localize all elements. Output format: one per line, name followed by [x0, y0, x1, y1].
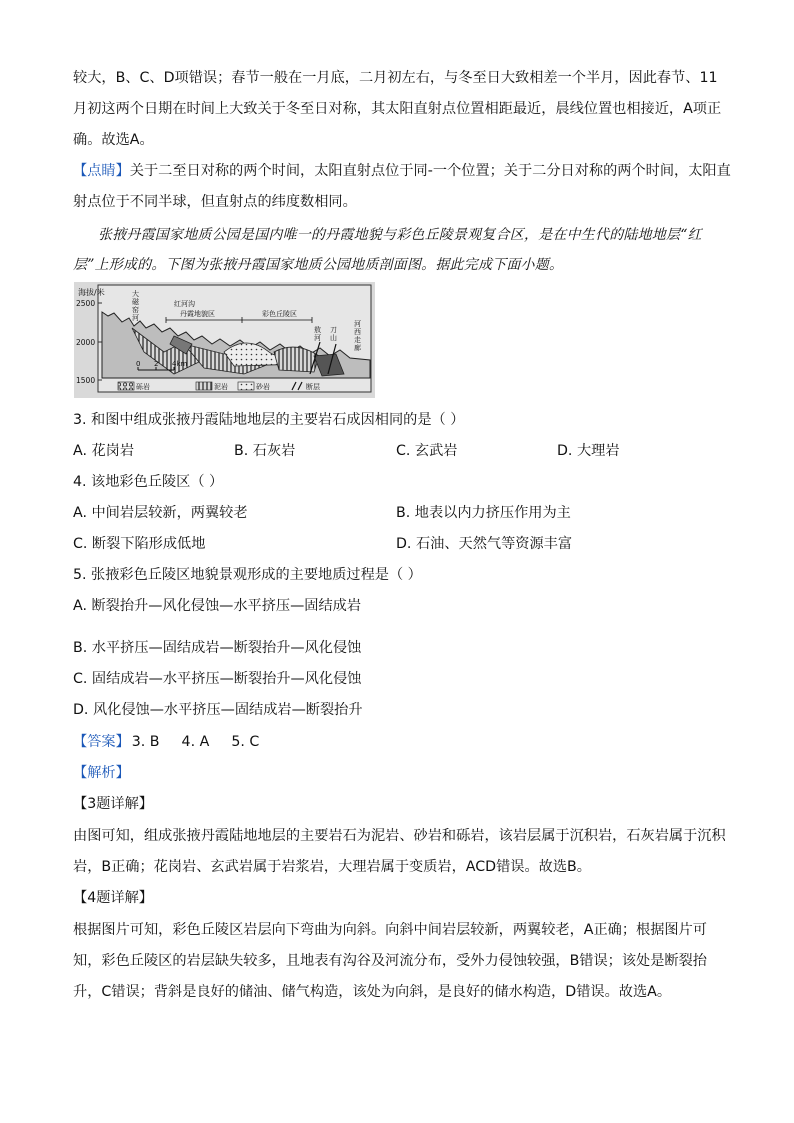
- legend-conglomerate: 砾岩: [136, 383, 150, 391]
- detail-4-tag: 【4题详解】: [73, 890, 153, 906]
- dianjing-text: 关于二至日对称的两个时间，太阳直射点位于同-一个位置；关于二分日对称的两个时间，太阳直: [129, 163, 731, 179]
- ytick-1500: 1500: [76, 376, 96, 385]
- ytick-2000: 2000: [76, 338, 96, 347]
- legend-mudstone: 泥岩: [214, 383, 228, 391]
- q4-option-a: A. 中间岩层较新，两翼较老: [73, 505, 248, 521]
- legend-conglomerate-swatch: [118, 382, 134, 390]
- label-hexizoulang-3: 走: [354, 336, 361, 344]
- legend-sandstone: 砂岩: [256, 383, 270, 391]
- answer-3: 3. B: [131, 734, 160, 750]
- detail-3-text: 由图可知，组成张掖丹霞陆地地层的主要岩石为泥岩、砂岩和砾岩，该岩层属于沉积岩，石灰岩属于沉积: [73, 828, 726, 844]
- legend-sandstone-swatch: [238, 382, 254, 390]
- detail-3-tag: 【3题详解】: [73, 796, 153, 812]
- scale-4km: 4km: [172, 360, 188, 368]
- q5-option-b: B. 水平挤压—固结成岩—断裂抬升—风化侵蚀: [73, 640, 362, 656]
- question-3-stem: 3. 和图中组成张掖丹霞陆地地层的主要岩石成因相同的是（ ）: [73, 412, 465, 428]
- q3-option-a: A. 花岗岩: [73, 443, 135, 459]
- label-dakouhe-4: 河: [132, 314, 139, 322]
- label-daoshan-2: 山: [330, 334, 337, 342]
- intro-line: 层”上形成的。下图为张掖丹霞国家地质公园地质剖面图。据此完成下面小题。: [73, 257, 564, 273]
- label-hexizoulang-1: 河: [354, 320, 361, 328]
- label-dakouhe-1: 大: [132, 290, 139, 298]
- scale-0: 0: [136, 360, 141, 368]
- dianjing-line: [73, 161, 731, 181]
- ytick-2500: 2500: [76, 299, 96, 308]
- text-line: 确。故选A。: [73, 132, 154, 148]
- answer-4: 4. A: [181, 734, 210, 750]
- q3-option-d: D. 大理岩: [557, 443, 620, 459]
- text-line: 射点位于不同半球，但直射点的纬度数相同。: [73, 194, 357, 210]
- label-hexizoulang-2: 西: [354, 328, 361, 336]
- dianjing-tag: 【点睛】: [73, 163, 130, 179]
- scale-2: 2: [154, 360, 159, 368]
- q5-option-c: C. 固结成岩—水平挤压—断裂抬升—风化侵蚀: [73, 671, 362, 687]
- text-line: 较大，B、C、D项错误；春节一般在一月底，二月初左右，与冬至日大致相差一个半月，因此春节、11: [73, 70, 718, 86]
- answer-5: 5. C: [231, 734, 260, 750]
- q4-option-b: B. 地表以内力挤压作用为主: [396, 505, 571, 521]
- yaxis-title: 海拔/米: [78, 288, 105, 297]
- q4-option-d: D. 石油、天然气等资源丰富: [396, 536, 573, 552]
- label-hexizoulang-4: 廊: [354, 344, 361, 352]
- legend-mudstone-swatch: [196, 382, 212, 390]
- label-aohe-2: 河: [314, 334, 321, 342]
- geological-cross-section-figure: [74, 282, 375, 398]
- text-line: 月初这两个日期在时间上大致关于冬至日对称，其太阳直射点位置相距最近，晨线位置也相接近，A项正: [73, 101, 722, 117]
- label-dakouhe-2: 磁: [132, 298, 139, 306]
- detail-4-text: 根据图片可知，彩色丘陵区岩层向下弯曲为向斜。向斜中间岩层较新，两翼较老，A正确；根据图片可: [73, 922, 707, 938]
- q5-option-a: A. 断裂抬升—风化侵蚀—水平挤压—固结成岩: [73, 598, 362, 614]
- q5-option-d: D. 风化侵蚀—水平挤压—固结成岩—断裂抬升: [73, 702, 363, 718]
- q3-option-b: B. 石灰岩: [234, 443, 296, 459]
- legend-fault: 断层: [306, 383, 320, 391]
- question-5-stem: 5. 张掖彩色丘陵区地貌景观形成的主要地质过程是（ ）: [73, 567, 422, 583]
- label-caise-area: 彩色丘陵区: [262, 310, 297, 318]
- detail-4-text: 知，彩色丘陵区的岩层缺失较多，且地表有沟谷及河流分布，受外力侵蚀较强，B错误；该处是断裂抬: [73, 953, 707, 969]
- label-aohe-1: 敖: [314, 326, 321, 334]
- question-4-stem: 4. 该地彩色丘陵区（ ）: [73, 474, 224, 490]
- detail-3-text: 岩，B正确；花岗岩、玄武岩属于岩浆岩，大理岩属于变质岩，ACD错误。故选B。: [73, 859, 591, 875]
- q3-option-c: C. 玄武岩: [396, 443, 458, 459]
- detail-4-text: 升，C错误；背斜是良好的储油、储气构造，该处为向斜，是良好的储水构造，D错误。故选A。: [73, 984, 672, 1000]
- q4-option-c: C. 断裂下陷形成低地: [73, 536, 206, 552]
- label-danxia-area: 丹霞地貌区: [180, 310, 215, 318]
- label-dakouhe-3: 窑: [132, 306, 139, 314]
- analysis-tag: 【解析】: [73, 765, 130, 781]
- intro-line: 张掖丹霞国家地质公园是国内唯一的丹霞地貌与彩色丘陵景观复合区，是在中生代的陆地地层“红: [98, 227, 702, 243]
- answer-tag: 【答案】: [73, 734, 130, 750]
- label-daoshan-1: 刀: [330, 326, 337, 334]
- answer-line: [73, 732, 281, 752]
- label-honghegou: 红河沟: [174, 300, 195, 308]
